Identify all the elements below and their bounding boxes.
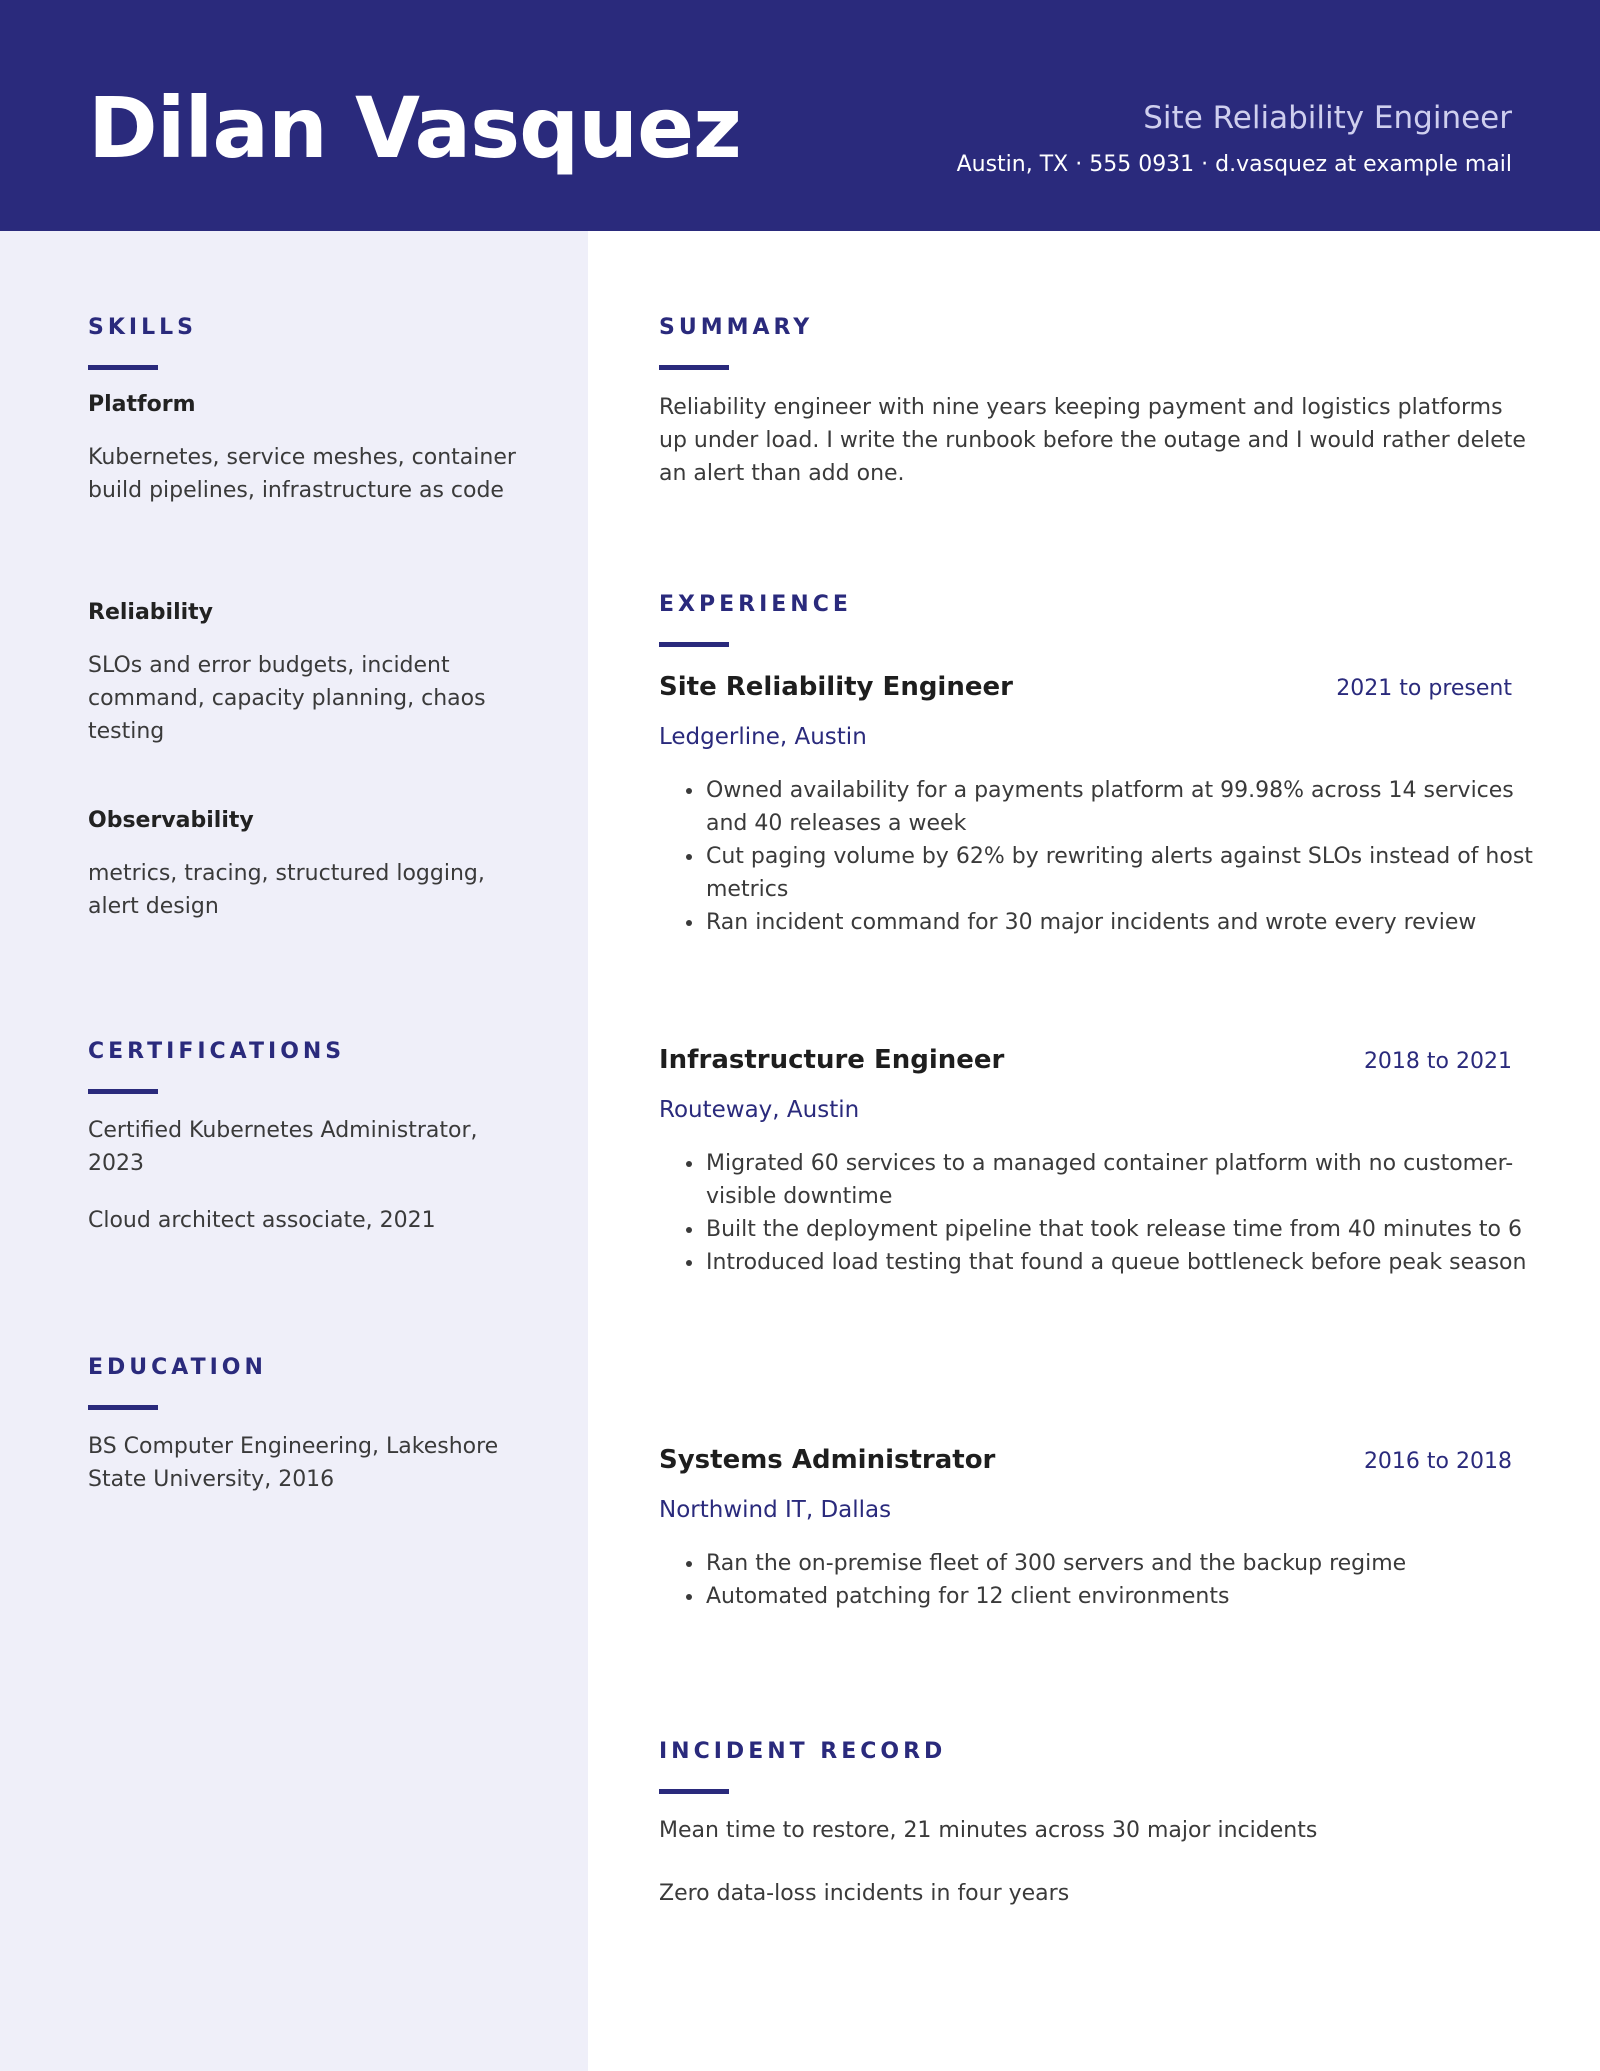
job-company: Northwind IT, Dallas: [659, 1497, 892, 1523]
header-details: [957, 98, 1512, 180]
experience-rule: [659, 642, 729, 647]
summary-heading: SUMMARY: [659, 315, 814, 340]
job-bullet: Migrated 60 services to a managed container platform with no customer-visible downtime: [659, 1147, 1539, 1213]
job-bullet: Introduced load testing that found a queue bottleneck before peak season: [659, 1246, 1539, 1279]
job-company: Ledgerline, Austin: [659, 724, 867, 750]
job-dates: 2021 to present: [1336, 676, 1512, 701]
contact-info: Austin, TX · 555 0931 · d.vasquez at example mail: [956, 152, 1512, 177]
certification-item: Cloud architect associate, 2021: [88, 1208, 436, 1233]
incident-record-heading: INCIDENT RECORD: [659, 1739, 947, 1764]
job-bullet: Cut paging volume by 62% by rewriting alerts against SLOs instead of host metrics: [659, 840, 1539, 906]
education-rule: [88, 1405, 158, 1410]
job-bullets: [659, 1147, 1527, 1279]
experience-entry: [659, 667, 1533, 939]
education-heading: EDUCATION: [88, 1355, 267, 1380]
job-bullet: Ran the on-premise fleet of 300 servers and the backup regime: [659, 1547, 1539, 1580]
incident-record-item: Zero data-loss incidents in four years: [659, 1881, 1070, 1906]
job-bullets: [659, 1547, 1512, 1613]
job-bullets: [659, 774, 1533, 939]
skills-heading: SKILLS: [88, 315, 197, 340]
job-role: Systems Administrator: [659, 1445, 996, 1475]
skill-group-text: metrics, tracing, structured logging, alert design: [88, 861, 485, 919]
certification-item: Certified Kubernetes Administrator, 2023: [88, 1118, 478, 1176]
job-dates: 2018 to 2021: [1363, 1049, 1512, 1074]
job-title: Site Reliability Engineer: [1143, 100, 1512, 136]
job-role: Infrastructure Engineer: [659, 1045, 1005, 1075]
incident-record-rule: [659, 1789, 729, 1794]
education-item: BS Computer Engineering, Lakeshore State University, 2016: [88, 1434, 499, 1492]
skill-group-label: Observability: [88, 808, 254, 833]
certifications-heading: CERTIFICATIONS: [88, 1039, 346, 1064]
candidate-name: Dilan Vasquez: [88, 79, 741, 177]
skill-group-label: Platform: [88, 392, 196, 417]
summary-rule: [659, 365, 729, 370]
summary-text: Reliability engineer with nine years keeping payment and logistics platforms up under load. I write the runbook before the outage and I would rather delete an alert than add one.: [659, 395, 1526, 486]
job-bullet: Built the deployment pipeline that took release time from 40 minutes to 6: [659, 1213, 1539, 1246]
incident-record-item: Mean time to restore, 21 minutes across 30 major incidents: [659, 1818, 1318, 1843]
job-role: Site Reliability Engineer: [659, 672, 1013, 702]
header-banner: [0, 0, 1600, 231]
job-bullet: Owned availability for a payments platform at 99.98% across 14 services and 40 releases a week: [659, 774, 1539, 840]
skill-group-text: SLOs and error budgets, incident command, capacity planning, chaos testing: [88, 653, 486, 744]
experience-entry: [659, 1440, 1512, 1613]
experience-heading: EXPERIENCE: [659, 592, 852, 617]
certifications-rule: [88, 1089, 158, 1094]
job-bullet: Automated patching for 12 client environments: [659, 1580, 1539, 1613]
job-dates: 2016 to 2018: [1363, 1449, 1512, 1474]
experience-entry: [659, 1040, 1527, 1279]
skills-rule: [88, 365, 158, 370]
job-bullet: Ran incident command for 30 major incidents and wrote every review: [659, 906, 1539, 939]
skill-group-text: Kubernetes, service meshes, container build pipelines, infrastructure as code: [88, 445, 516, 503]
job-company: Routeway, Austin: [659, 1097, 860, 1123]
skill-group-label: Reliability: [88, 600, 214, 625]
